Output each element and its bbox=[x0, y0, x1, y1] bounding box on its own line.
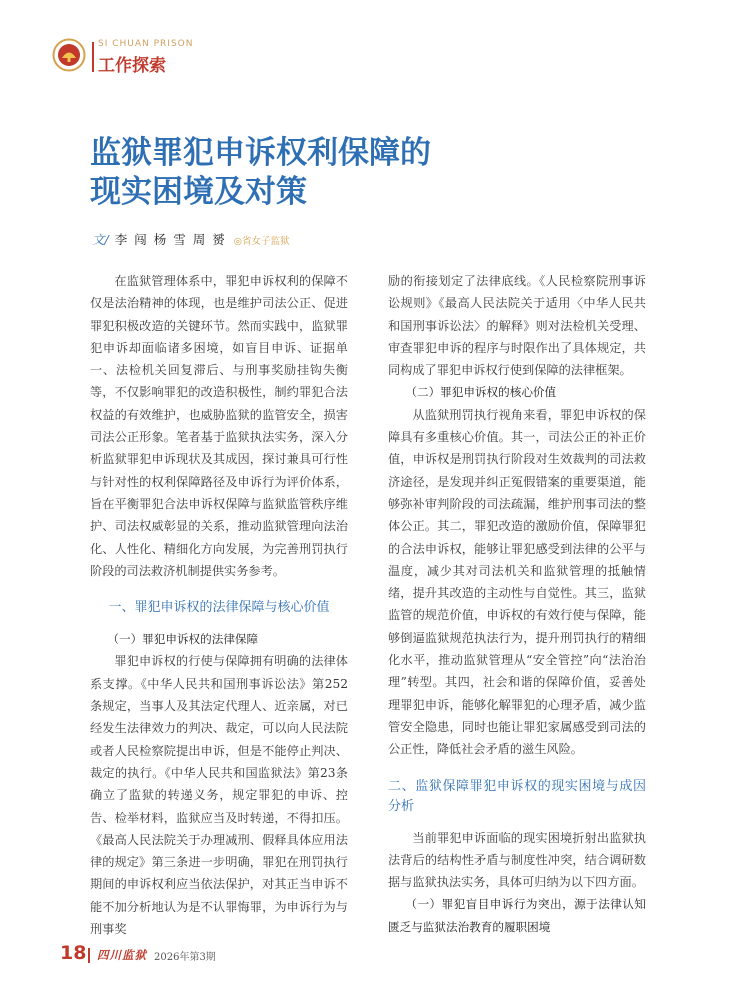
header-section: 工作探索 bbox=[98, 56, 166, 76]
subsection-heading-1-2: （二）罪犯申诉权的核心价值 bbox=[405, 385, 557, 400]
section-heading-1: 一、罪犯申诉权的法律保障与核心价值 bbox=[108, 600, 330, 616]
header-english: SI CHUAN PRISON bbox=[98, 39, 194, 49]
paragraph-section-2-intro: 当前罪犯申诉面临的现实困境折射出监狱执法背后的结构性矛盾与制度性冲突，结合调研数据与监狱执法实务，具体可归纳为以下四方面。 bbox=[388, 830, 646, 890]
subsection-heading-1-1: （一）罪犯申诉权的法律保障 bbox=[107, 632, 259, 647]
header-divider bbox=[92, 42, 94, 72]
paragraph-continued: 励的衔接划定了法律底线。《人民检察院刑事诉讼规则》《最高人民法院关于适用〈中华人民共和国刑事诉讼法〉的解释》则对法检机关受理、审查罪犯申诉的程序与时限作出了具体规定，共同构成了罪犯申诉权行使到保障的法律框架。 bbox=[388, 274, 646, 378]
column-right bbox=[388, 270, 646, 938]
intro-paragraph: 在监狱管理体系中，罪犯申诉权利的保障不仅是法治精神的体现，也是维护司法公正、促进罪犯积极改造的关键环节。然而实践中，监狱罪犯申诉却面临诸多困境，如盲目申诉、证据单一、法检机关回复滞后、与刑事奖励挂钩失衡等，不仅影响罪犯的改造积极性，制约罪犯合法权益的有效维护，也威胁监狱的监管安全，损害司法公正形象。笔者基于监狱执法实务，深入分析监狱罪犯申诉现状及其成因，探讨兼具可行性与针对性的权利保障路径及申诉行为评价体系，旨在平衡罪犯合法申诉权保障与监狱监管秩序维护、司法权威彰显的关系，推动监狱管理向法治化、人性化、精细化方向发展，为完善刑罚执行阶段的司法救济机制提供实务参考。 bbox=[90, 274, 348, 578]
page-number: 18 bbox=[60, 942, 87, 964]
prison-emblem-icon bbox=[52, 38, 86, 72]
byline bbox=[92, 230, 290, 248]
column-left bbox=[90, 270, 348, 940]
byline-affiliation: ◎省女子监狱 bbox=[233, 236, 290, 247]
byline-authors: 李闯杨雪周赟 bbox=[114, 232, 232, 247]
paragraph-legal-basis: 罪犯申诉权的行使与保障拥有明确的法律体系支撑。《中华人民共和国刑事诉讼法》第252条规定，当事人及其法定代理人、近亲属，对已经发生法律效力的判决、裁定，可以向人民法院或者人民检察院提出申诉，但是不能停止判决、裁定的执行。《中华人民共和国监狱法》第23条确立了监狱的转递义务，规定罪犯的申诉、控告、检举材料，监狱应当及时转递，不得扣压。《最高人民法院关于办理减刑、假释具体应用法律的规定》第三条进一步明确，罪犯在刑罚执行期间的申诉权利应当依法保护，对其正当申诉不能不加分析地认为是不认罪悔罪，为申诉行为与刑事奖 bbox=[90, 654, 348, 937]
title-line-2: 现实困境及对策 bbox=[90, 174, 307, 210]
subsection-heading-2-1: （一）罪犯盲目申诉行为突出，源于法律认知匮乏与监狱法治教育的履职困境 bbox=[388, 897, 646, 934]
byline-label: 文/ bbox=[92, 232, 109, 247]
issue-label: 2026年第3期 bbox=[154, 952, 216, 963]
paragraph-core-value: 从监狱刑罚执行视角来看，罪犯申诉权的保障具有多重核心价值。其一，司法公正的补正价值，申诉权是刑罚执行阶段对生效裁判的司法救济途径，是发现并纠正冤假错案的重要渠道，能够弥补审判阶段的司法疏漏，维护刑事司法的整体公正。其二，罪犯改造的激励价值，保障罪犯的合法申诉权，能够让罪犯感受到法律的公平与温度，减少其对司法机关和监狱管理的抵触情绪，提升其改造的主动性与自觉性。其三，监狱监管的规范价值，申诉权的有效行使与保障，能够倒逼监狱规范执法行为，提升刑罚执行的精细化水平，推动监狱管理从“安全管控”向“法治治理”转型。其四，社会和谐的保障价值，妥善处理罪犯申诉，能够化解罪犯的心理矛盾，减少监管安全隐患，同时也能让罪犯家属感受到司法的公正性，降低社会矛盾的滋生风险。 bbox=[388, 407, 646, 757]
section-heading-2: 二、监狱保障罪犯申诉权的现实困境与成因分析 bbox=[388, 778, 646, 814]
footer-divider bbox=[88, 948, 90, 963]
article-title bbox=[90, 134, 431, 212]
title-line-1: 监狱罪犯申诉权利保障的 bbox=[90, 135, 431, 171]
magazine-name: 四川监狱 bbox=[97, 948, 147, 962]
